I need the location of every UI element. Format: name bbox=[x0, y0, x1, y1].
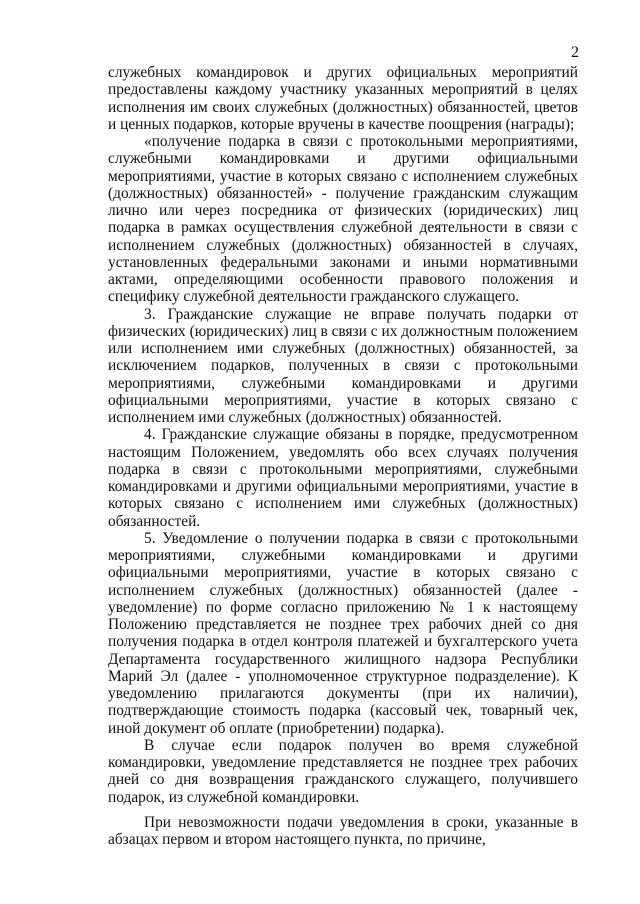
paragraph-item-5: 5. Уведомление о получении подарка в связи с протокольными мероприятиями, служебными командировками и другими официальными мероприятиями, участие в которых связано с исполнением служебных (должностных) обязанностей (далее - уведомление) по форме согласно приложению № 1 к настоящему Положению представляется не позднее трех рабочих дней со дня получения подарка в отдел контроля платежей и бухгалтерского учета Департамента государственного жилищного надзора Республики Марий Эл (далее - уполномоченное структурное подразделение). К уведомлению прилагаются документы (при их наличии), подтверждающие стоимость подарка (кассовый чек, товарный чек, иной документ об оплате (приобретении) подарка). bbox=[108, 529, 578, 737]
paragraph-business-trip: В случае если подарок получен во время служебной командировки, уведомление представляется не позднее трех рабочих дней со дня возвращения гражданского служащего, получившего подарок, из служебной командировки. bbox=[108, 736, 578, 806]
paragraph-definition-gift-receipt: «получение подарка в связи с протокольными мероприятиями, служебными командировками и другими официальными мероприятиями, участие в которых связано с исполнением служебных (должностных) обязанностей» - получение гражданским служащим лично или через посредника от физических (юридических) лиц подарка в рамках осуществления служебной деятельности в связи с исполнением служебных (должностных) обязанностей в случаях, установленных федеральными законами и иными нормативными актами, определяющими особенности правового положения и специфику служебной деятельности гражданского служащего. bbox=[108, 133, 578, 306]
paragraph-impossibility: При невозможности подачи уведомления в сроки, указанные в абзацах первом и втором настоящего пункта, по причине, bbox=[108, 813, 578, 848]
document-body bbox=[108, 64, 578, 848]
paragraph-item-4: 4. Гражданские служащие обязаны в порядке, предусмотренном настоящим Положением, уведомлять обо всех случаях получения подарка в связи с протокольными мероприятиями, служебными командировками и другими официальными мероприятиями, участие в которых связано с исполнением ими служебных (должностных) обязанностей. bbox=[108, 426, 578, 530]
paragraph-continuation: служебных командировок и других официальных мероприятий предоставлены каждому участнику указанных мероприятий в целях исполнения им своих служебных (должностных) обязанностей, цветов и ценных подарков, которые вручены в качестве поощрения (награды); bbox=[108, 64, 578, 133]
page-number: 2 bbox=[571, 44, 579, 61]
paragraph-item-3: 3. Гражданские служащие не вправе получать подарки от физических (юридических) лиц в связи с их должностным положением или исполнением ими служебных (должностных) обязанностей, за исключением подарков, полученных в связи с протокольными мероприятиями, служебными командировками и другими официальными мероприятиями, участие в которых связано с исполнением ими служебных (должностных) обязанностей. bbox=[108, 305, 578, 426]
